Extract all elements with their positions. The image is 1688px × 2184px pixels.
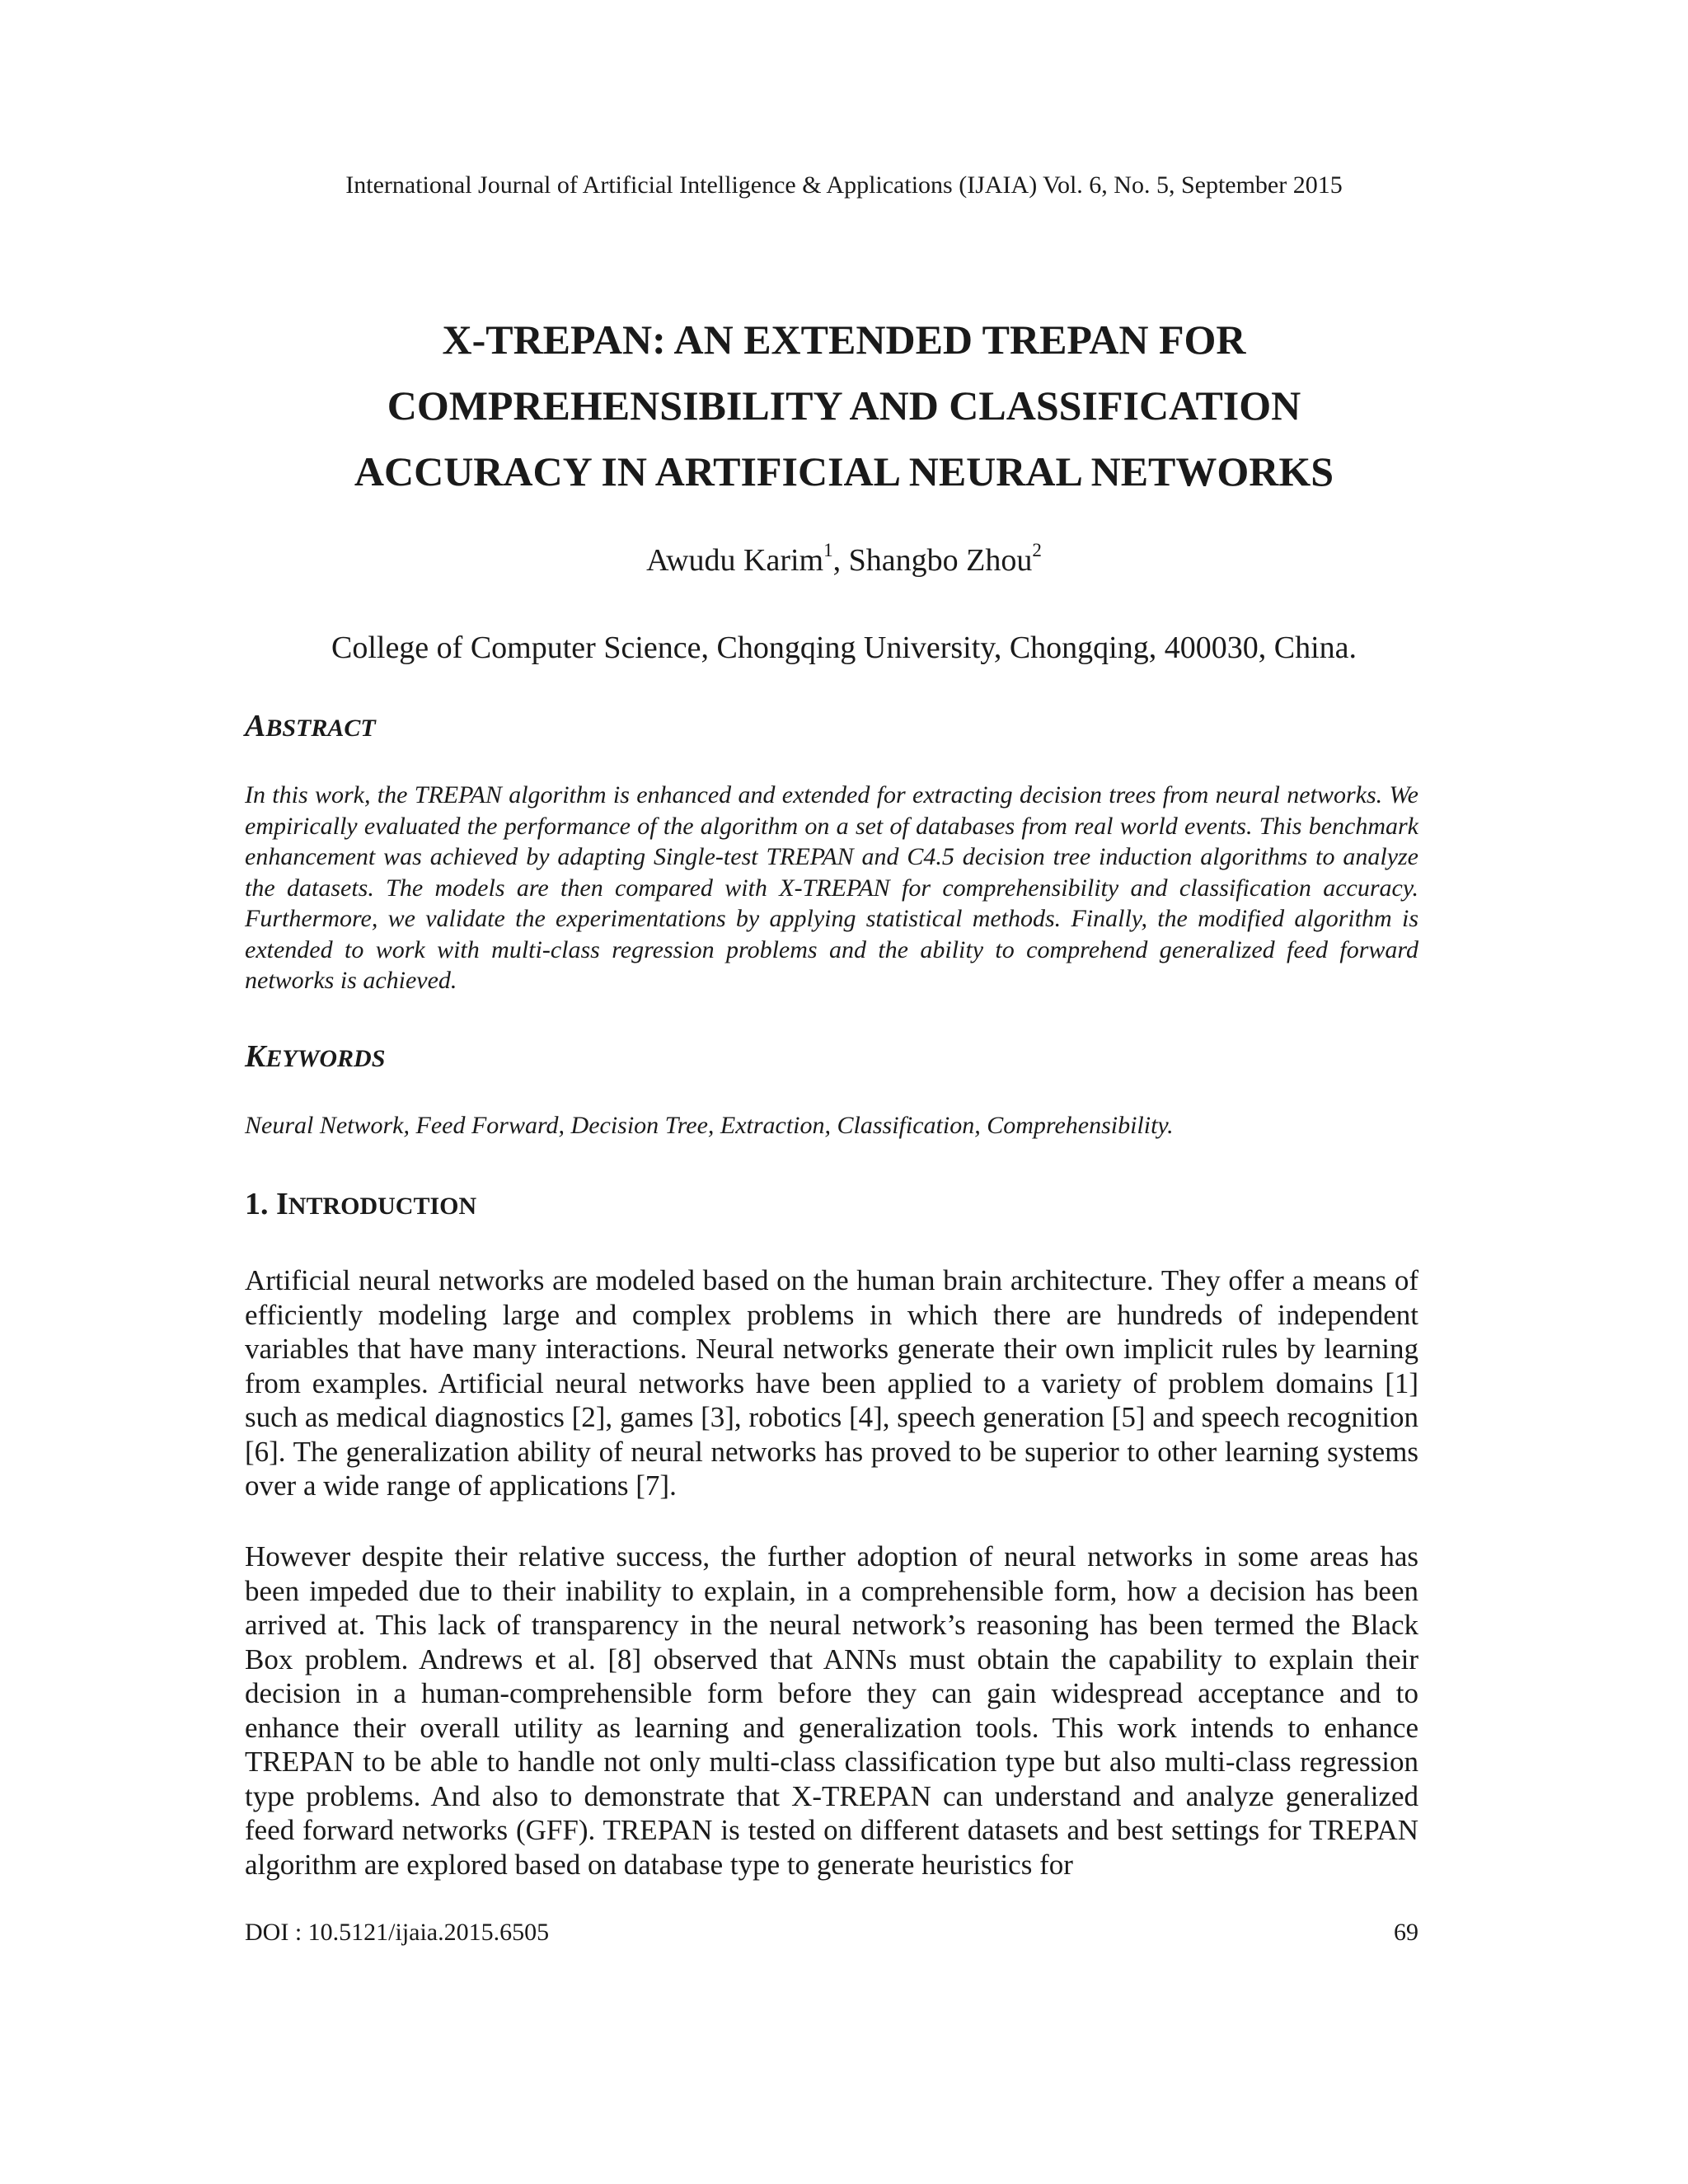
paper-title: [165, 307, 1523, 504]
affiliation: College of Computer Science, Chongqing University, Chongqing, 400030, China.: [331, 630, 1357, 665]
doi-footer: DOI : 10.5121/ijaia.2015.6505: [245, 1919, 550, 1946]
title-line: COMPREHENSIBILITY AND CLASSIFICATION: [387, 382, 1301, 429]
body-paragraph: However despite their relative success, the further adoption of neural networks in some areas has been impeded due to their inability to explain, in a comprehensible form, how a decision has been arrived at. This lack of transparency in the neural network’s reasoning has been termed the Black Box problem. Andrews et al. [8] observed that ANNs must obtain the capability to explain their decision in a human-comprehensible form before they can gain widespread acceptance and to enhance their overall utility as learning and generalization tools. This work intends to enhance TREPAN to be able to handle not only multi-class classification type but also multi-class regression type problems. And also to demonstrate that X-TREPAN can understand and analyze generalized feed forward networks (GFF). TREPAN is tested on different datasets and best settings for TREPAN algorithm are explored based on database type to generate heuristics for: [245, 1540, 1418, 1881]
author-list: [0, 540, 1688, 585]
section-number: 1.: [245, 1187, 276, 1221]
running-head: International Journal of Artificial Intelligence & Applications (IJAIA) Vol. 6, No. 5, September 2015: [345, 171, 1343, 199]
author-affiliation-mark: 2: [1032, 540, 1042, 560]
body-paragraph: Artificial neural networks are modeled based on the human brain architecture. They offer a means of efficiently modeling large and complex problems in which there are hundreds of independent variables that have many interactions. Neural networks generate their own implicit rules by learning from examples. Artificial neural networks have been applied to a variety of problem domains [1] such as medical diagnostics [2], games [3], robotics [4], speech generation [5] and speech recognition [6]. The generalization ability of neural networks has proved to be superior to other learning systems over a wide range of applications [7].: [245, 1264, 1418, 1502]
keywords-text: Neural Network, Feed Forward, Decision Tree, Extraction, Classification, Comprehensibility.: [245, 1112, 1174, 1139]
page-number: 69: [1394, 1919, 1418, 1946]
heading-rest: EYWORDS: [265, 1045, 386, 1072]
author-name: Shangbo Zhou: [848, 543, 1033, 578]
abstract-text: In this work, the TREPAN algorithm is enhanced and extended for extracting decision trees from neural networks. We empirically evaluated the performance of the algorithm on a set of databases from real world events. This benchmark enhancement was achieved by adapting Single-test TREPAN and C4.5 decision tree induction algorithms to analyze the datasets. The models are then compared with X-TREPAN for comprehensibility and classification accuracy. Furthermore, we validate the experimentations by applying statistical methods. Finally, the modified algorithm is extended to work with multi-class regression problems and the ability to comprehend generalized feed forward networks is achieved.: [245, 781, 1418, 994]
author-name: Awudu Karim: [646, 543, 824, 578]
heading-rest: BSTRACT: [265, 715, 376, 742]
introduction-heading: [245, 1184, 476, 1226]
heading-initial: K: [245, 1039, 266, 1074]
heading-initial: A: [245, 709, 266, 743]
author-separator: ,: [832, 543, 849, 578]
title-line: X-TREPAN: AN EXTENDED TREPAN FOR: [442, 316, 1246, 363]
heading-rest: NTRODUCTION: [288, 1193, 477, 1220]
heading-initial: I: [276, 1187, 288, 1221]
abstract-heading: [245, 710, 376, 745]
author-affiliation-mark: 1: [823, 540, 833, 560]
title-line: ACCURACY IN ARTIFICIAL NEURAL NETWORKS: [354, 448, 1334, 494]
keywords-heading: [245, 1040, 385, 1076]
